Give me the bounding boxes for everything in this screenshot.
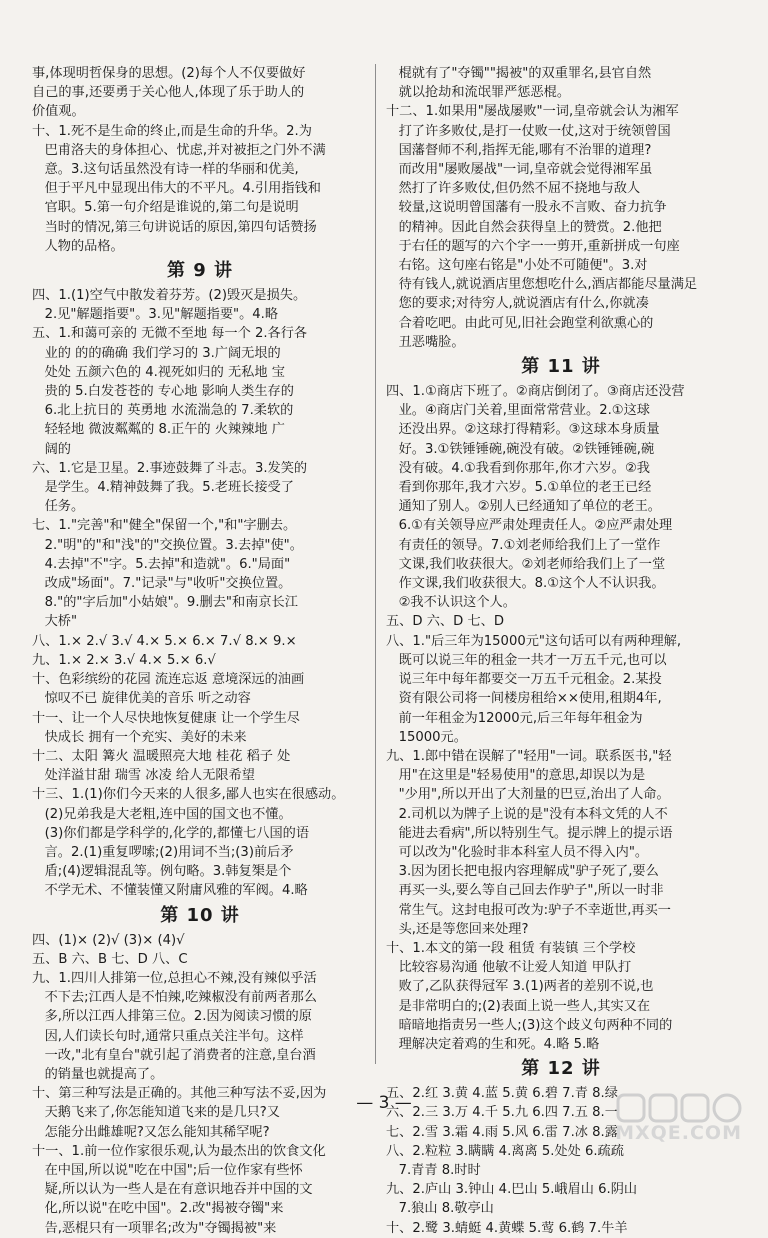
answer-block: 五、2.红 3.黄 4.蓝 5.黄 6.碧 7.青 8.绿 六、2.三 3.万 4.千 5.九 6.四 7.五 8.一 七、2.雪 3.霜 4.雨 5.风 6.雷 7.冰 8.露 八、2.粒粒 3.瞒瞒 4.离离 5.处处 6.疏疏 7.青青 8.时时 九、2.庐山 3.钟山 4.巴山 5.峨眉山 6.阴山 7.狼山 8.敬亭山 十、2.鹭 3.蜻蜓 4.黄蝶 5.莺 6.鹤 7.牛羊 xyxy=(386,1086,638,1236)
watermark-logo xyxy=(615,1092,750,1148)
page-number: — 3 — xyxy=(356,1093,412,1113)
column-divider xyxy=(375,64,376,1064)
lesson-heading: 第 12 讲 xyxy=(521,1058,601,1080)
answer-block: 十、1.死不是生命的终止,而是生命的升华。2.为 巴甫洛夫的身体担心、忧虑,并对被拒之门外不满 意。3.这句话虽然没有诗一样的华丽和优美, 但于平凡中显现出伟大的不平凡。4.引用指钱和 官职。5.第一句介绍是谁说的,第二句是说明 当时的情况,第三句讲说话的原因,第四句话赞扬 人物的品格。 xyxy=(32,123,326,254)
watermark-text: MXQE.COM xyxy=(615,1122,742,1144)
answer-block: 棍就有了"夺镯""揭被"的双重罪名,县官自然 就以抢劫和流氓罪严惩恶棍。 十二、1.如果用"屡战屡败"一词,皇帝就会认为湘军 打了许多败仗,是打一仗败一仗,这对于统领曾国 国藩督师不利,指挥无能,哪有不治罪的道理? 而改用"屡败屡战"一词,皇帝就会觉得湘军虽 然打了许多败仗,但仍然不屈不挠地与敌人 较量,这说明曾国藩有一股永不言败、奋力抗争 的精神。因此自然会获得皇上的赞赏。2.他把 于右任的题写的六个字一一剪开,重新拼成一句座 右铭。这句座右铭是"小处不可随便"。3.对 待有钱人,就说酒店里您想吃什么,酒店都能尽量满足 您的要求;对待穷人,就说酒店有什么,你就凑 合着吃吧。由此可见,旧社会跑堂利欲熏心的 丑恶嘴脸。 xyxy=(386,66,698,350)
answer-block: 事,体现明哲保身的思想。(2)每个人不仅要做好 自己的事,还要勇于关心他人,体现了乐于助人的 价值观。 xyxy=(32,66,306,120)
left-column xyxy=(32,64,368,1238)
lesson-heading: 第 10 讲 xyxy=(160,904,240,926)
answer-block: 四、(1)× (2)√ (3)× (4)√ 五、B 六、B 七、D 八、C 九、1.四川人排第一位,总担心不辣,没有辣似乎活 不下去;江西人是不怕辣,吃辣椒没有前两者那么 多,所以江西人排第三位。2.因为阅读习惯的原 因,人们读长句时,通常只重点关注半句。这样 一改,"北有皇台"就引起了消费者的注意,皇台酒 的销量也就提高了。 十、第三种写法是正确的。其他三种写法不妥,因为 天鹅飞来了,你怎能知道飞来的是几只?又 怎能分出雌雄呢?又怎么能知其稀罕呢? 十一、1.前一位作家很乐观,认为最杰出的饮食文化 在中国,所以说"吃在中国";后一位作家有些怀 疑,所以认为一些人是在有意识地吞并中国的文 化,所以说"在吃中国"。2.改"揭被夺镯"来 告,恶棍只有一项罪名;改为"夺镯揭被"来 xyxy=(32,932,327,1236)
lesson-heading: 第 11 讲 xyxy=(521,356,601,378)
lesson-heading: 第 9 讲 xyxy=(166,260,234,282)
answer-block: 四、1.(1)空气中散发着芬芳。(2)毁灭是损失。 2.见"解题指要"。3.见"解题指要"。4.略 五、1.和蔼可亲的 无微不至地 每一个 2.各行各 业的 的的确确 我们学习的 3.广阔无垠的 处处 五颜六色的 4.视死如归的 无私地 宝 贵的 5.白发苍苍的 专心地 影响人类生存的 6.北上抗日的 英勇地 水流湍急的 7.柔软的 轻轻地 微波粼粼的 8.正午的 火辣辣地 广 阔的 六、1.它是卫星。2.事迹鼓舞了斗志。3.发笑的 是学生。4.精神鼓舞了我。5.老班长接受了 任务。 七、1."完善"和"健全"保留一个,"和"字删去。 2."明"的"和"浅"的"交换位置。3.去掉"使"。 4.去掉"不"字。5.去掉"和造就"。6."局面" 改成"场面"。7."记录"与"收听"交换位置。 8."的"字后加"小姑娘"。9.删去"和南京长江 大桥" 八、1.× 2.√ 3.√ 4.× 5.× 6.× 7.√ 8.× 9.× 九、1.× 2.× 3.√ 4.× 5.× 6.√ 十、色彩缤纷的花园 流连忘返 意境深远的油画 惊叹不已 旋律优美的音乐 听之动容 十一、让一个人尽快地恢复健康 让一个学生尽 快成长 拥有一个充实、美好的未来 十二、太阳 篝火 温暖照亮大地 桂花 稻子 处 处洋溢甘甜 瑞雪 冰凌 给人无限希望 十三、1.(1)你们今天来的人很多,鄙人也实在很感动。 (2)兄弟我是大老粗,连中国的国文也不懂。 (3)你们都是学科学的,化学的,都懂七八国的语 言。2.(1)重复啰嗦;(2)用词不当;(3)前后矛 盾;(4)逻辑混乱等。例句略。3.韩复榘是个 不学无术、不懂装懂又附庸风雅的军阀。4.略 xyxy=(32,288,345,899)
answer-block: 四、1.①商店下班了。②商店倒闭了。③商店还没营 业。④商店门关着,里面常常营业。2.①这球 还没出界。②这球打得精彩。③这球本身质量 好。3.①铁锤锤碗,碗没有破。②铁锤锤碗,碗 没有破。4.①我看到你那年,你才六岁。②我 看到你那年,我才六岁。5.①单位的老王已经 通知了别人。②别人已经通知了单位的老王。 6.①有关领导应严肃处理责任人。②应严肃处理 有责任的领导。7.①刘老师给我们上了一堂作 文课,我们收获很大。②刘老师给我们上了一堂 作文课,我们收获很大。8.①这个人不认识我。 ②我不认识这个人。 五、D 六、D 七、D 八、1."后三年为15000元"这句话可以有两种理解, 既可以说三年的租金一共才一万五千元,也可以 说三年中每年都要交一万五千元租金。2.某投 资有限公司将一间楼房租给××使用,租期4年, 前一年租金为12000元,后三年每年租金为 15000元。 九、1.郎中错在误解了"轻用"一词。联系医书,"轻 用"在这里是"轻易使用"的意思,却误以为是 "少用",所以开出了大剂量的巴豆,治出了人命。 2.司机以为牌子上说的是"没有本科文凭的人不 能进去看病",所以特别生气。提示牌上的提示语 可以改为"化验时非本科室人员不得入内"。 3.因为团长把电报内容理解成"驴子死了,要么 再买一头,要么等自己回去作驴子",所以一时非 常生气。这封电报可改为:驴子不幸逝世,再买一 头,还是等您回来处理? 十、1.本文的第一段 租赁 有装镇 三个学校 比较容易沟通 他敏不让爱人知道 甲队打 败了,乙队获得冠军 3.(1)两者的差别不说,也 是非常明白的;(2)表面上说一些人,其实又在 暗暗地指责另一些人;(3)这个歧义句两种不同的 理解决定着鸡的生和死。4.略 5.略 xyxy=(386,384,685,1052)
right-column xyxy=(386,64,736,1238)
watermark-graphic xyxy=(616,1092,744,1124)
